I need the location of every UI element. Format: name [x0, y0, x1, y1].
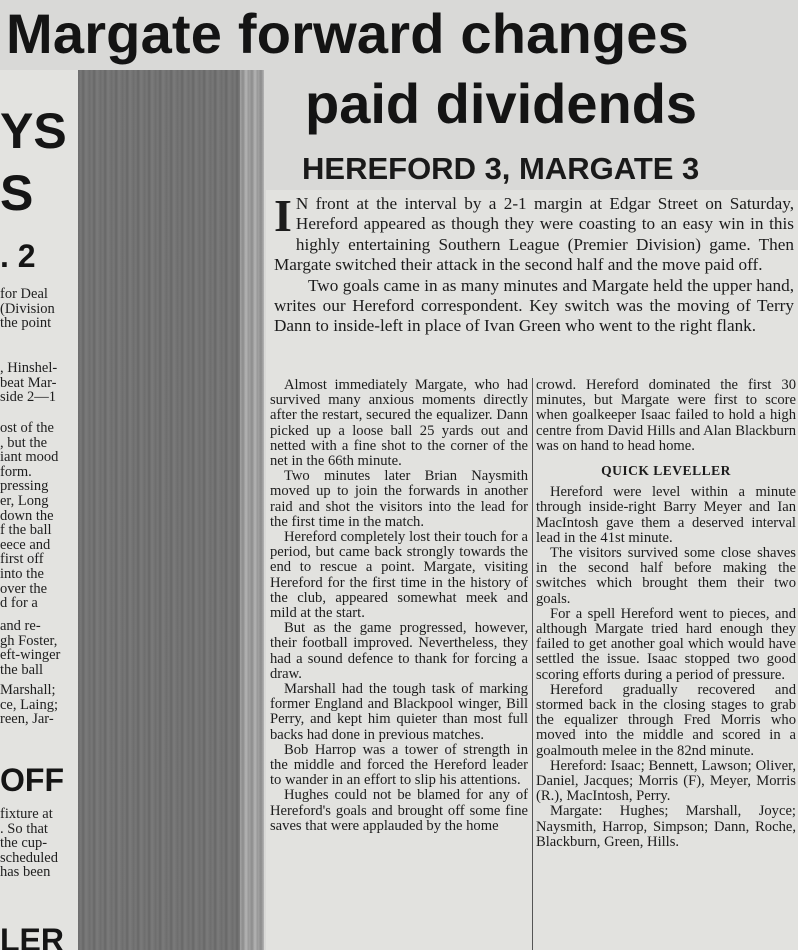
fragment-line: eft-winger: [0, 647, 61, 664]
fragment-line: first off: [0, 551, 44, 568]
fragment-line: side 2—1: [0, 389, 56, 406]
scan-gap: [78, 70, 264, 950]
column-1-paragraph: But as the game progressed, however, their football improved. Nevertheless, they had a sound defence to thank for forcing a draw.: [270, 620, 528, 682]
fragment-line: down the: [0, 507, 54, 524]
column-2-paragraph: Hereford gradually recovered and stormed back in the closing stages to grab the equalizer through Fred Morris who moved into the middle and scored in a goalmouth melee in the 82nd minute.: [536, 681, 796, 759]
column-1-paragraph: Marshall had the tough task of marking former England and Blackpool winger, Bill Perry, and kept him quieter than most full backs had done in previous matches.: [270, 681, 528, 743]
fragment-line: . So that: [0, 820, 48, 837]
fragment-line: into the: [0, 566, 44, 582]
fragment-line: , but the: [0, 434, 48, 451]
fragment-heading-2: S: [0, 165, 34, 221]
fragment-line: ost of the: [0, 420, 54, 436]
fragment-line: scheduled: [0, 849, 58, 866]
fragment-line: the point: [0, 315, 52, 332]
fragment-line: (Division: [0, 300, 55, 317]
fragment-heading-1: YS: [0, 103, 67, 159]
column-rule: [532, 378, 533, 950]
match-report: [266, 190, 798, 950]
drop-cap: I: [274, 190, 292, 241]
fragment-line: pressing: [0, 478, 49, 495]
fragment-line: has been: [0, 864, 51, 881]
column-1-paragraph: Hughes could not be blamed for any of Hereford's goals and brought off some fine saves that were applauded by the home: [270, 787, 528, 834]
fragment-line: fixture at: [0, 806, 53, 822]
column-1-paragraph: Bob Harrop was a tower of strength in the middle and forced the Hereford leader to wander in an effort to slip his attentions.: [270, 741, 528, 789]
fragment-line: form.: [0, 463, 32, 480]
column-2-paragraph: For a spell Hereford went to pieces, and although Margate tried hard enough they failed to get another goal which would have settled the issue. Isaac stopped two good scoring efforts during a period of pressure.: [536, 605, 796, 683]
section-heading: QUICK LEVELLER: [601, 463, 731, 479]
fragment-line: the cup-: [0, 835, 48, 852]
fragment-line: iant mood: [0, 449, 59, 466]
fragment-heading-3: . 2: [0, 238, 36, 274]
headline-line-1: Margate forward changes: [6, 2, 689, 65]
headline-line-2: paid dividends: [305, 72, 698, 135]
column-1-paragraph: Almost immediately Margate, who had survived many anxious moments directly after the restart, secured the equalizer. Dann picked up a loose ball 25 yards out and netted with a fine shot to the corner of the net in the 66th minute.: [270, 378, 528, 470]
intro-paragraph-1-text: N front at the interval by a 2-1 margin at Edgar Street on Saturday, Hereford appeared as though they were coasting to an easy win in this highly entertaining Southern League (Premier Division) game. Then Margate switched their attack in the second half and the move paid off.: [274, 194, 794, 275]
column-1-paragraph: Hereford completely lost their touch for a period, but came back strongly towards the end to rescue a point. Margate, visiting Hereford for the first time in the history of the club, appeared somewhat meek and mild at the start.: [270, 529, 528, 622]
fragment-line: Marshall;: [0, 682, 56, 698]
column-2-paragraph: The visitors survived some close shaves in the second half before making the switches which brought them their two goals.: [536, 545, 796, 607]
fragment-heading-5: LER: [0, 922, 64, 950]
adjacent-article-fragment: [0, 70, 82, 950]
fragment-line: eece and: [0, 536, 51, 553]
column-2-paragraph: Margate: Hughes; Marshall, Joyce; Naysmith, Harrop, Simpson; Dann, Roche, Blackburn, Green, Hills.: [536, 803, 796, 850]
intro-text: [274, 190, 794, 337]
fragment-line: for Deal: [0, 286, 48, 302]
fragment-line: the ball: [0, 661, 44, 678]
column-1-paragraph: Two minutes later Brian Naysmith moved up to join the forwards in another raid and shot the visitors into the lead for the first time in the match.: [270, 468, 528, 530]
fragment-line: reen, Jar-: [0, 711, 54, 728]
fragment-line: f the ball: [0, 522, 52, 539]
column-2-paragraph: Hereford were level within a minute through inside-right Barry Meyer and Ian MacIntosh gave them a deserved interval lead in the 41st minute.: [536, 484, 796, 546]
fragment-line: and re-: [0, 618, 41, 634]
fragment-line: , Hinshel-: [0, 360, 58, 376]
score-subheadline: HEREFORD 3, MARGATE 3: [302, 151, 700, 186]
scan-gap-edge: [240, 70, 264, 950]
intro-paragraph-2: Two goals came in as many minutes and Margate held the upper hand, writes our Hereford correspondent. Key switch was the moving of Terry Dann to inside-left in place of Ivan Green who went to the right flank.: [274, 275, 794, 336]
column-2-continuation: crowd. Hereford dominated the first 30 minutes, but Margate were first to score when goalkeeper Isaac failed to hold a high centre from David Hills and Alan Blackburn was on hand to head home.: [536, 378, 796, 454]
fragment-line: beat Mar-: [0, 374, 57, 391]
fragment-line: ce, Laing;: [0, 696, 58, 713]
report-column-2: [536, 378, 796, 950]
column-2-paragraphs: [536, 485, 796, 850]
fragment-heading-4: OFF: [0, 762, 64, 798]
report-column-1: [270, 378, 528, 950]
fragment-line: gh Foster,: [0, 632, 58, 649]
fragment-line: over the: [0, 580, 48, 597]
intro-paragraph-1: [274, 190, 794, 276]
column-2-paragraph: Hereford: Isaac; Bennett, Lawson; Oliver, Daniel, Jacques; Morris (F), Meyer, Morris (R.), MacIntosh, Perry.: [536, 757, 796, 805]
fragment-line: d for a: [0, 595, 38, 612]
fragment-line: er, Long: [0, 493, 49, 509]
